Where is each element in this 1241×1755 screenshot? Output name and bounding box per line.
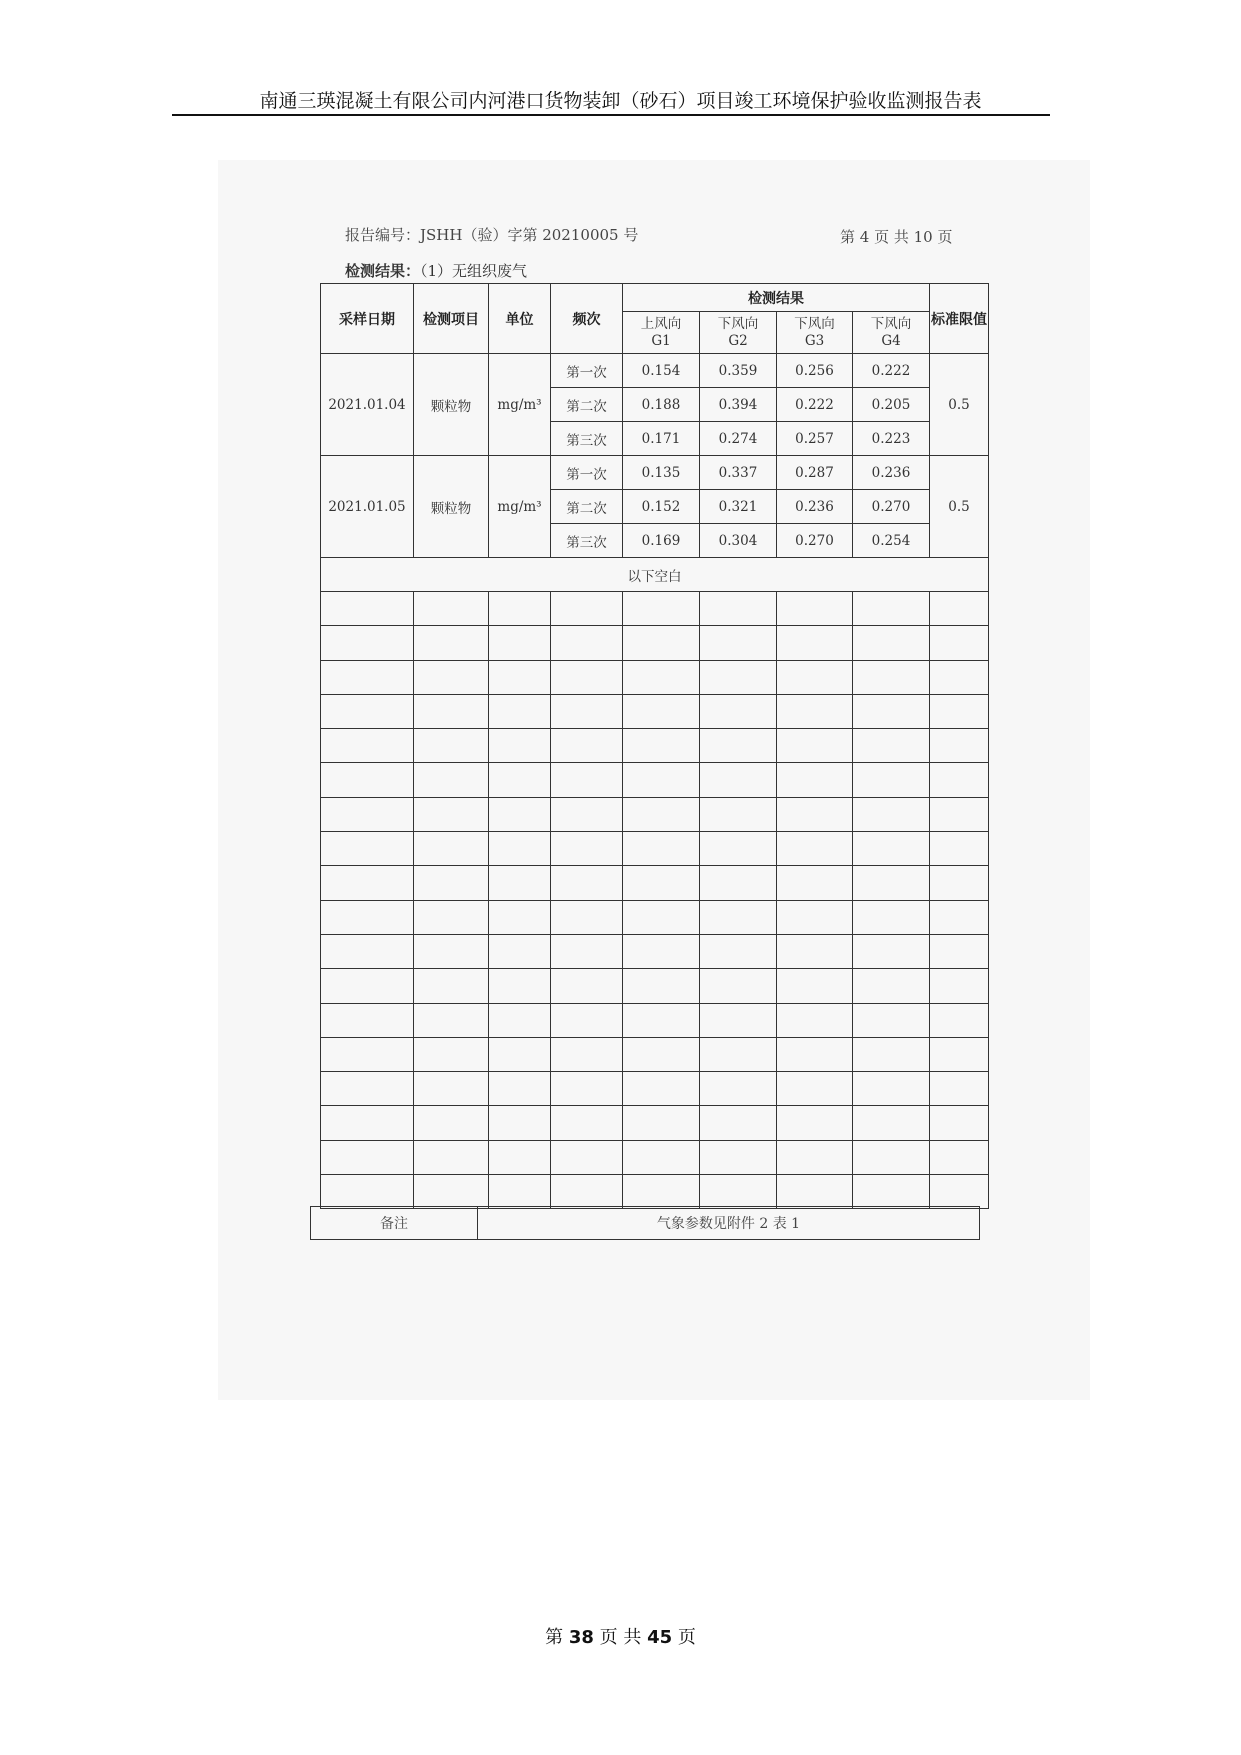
empty-cell [777,969,853,1003]
empty-row [321,1037,989,1071]
empty-cell [489,797,551,831]
remark-label: 备注 [311,1207,478,1240]
empty-cell [777,660,853,694]
empty-cell [623,626,700,660]
empty-cell [414,832,489,866]
value-g3: 0.236 [777,490,853,524]
empty-cell [930,832,989,866]
page-footer: 第 38 页 共 45 页 [545,1627,696,1648]
empty-row [321,763,989,797]
results-label: 检测结果： [345,262,421,280]
empty-cell [700,1037,777,1071]
header-test-item: 检测项目 [414,284,489,354]
empty-cell [777,1140,853,1174]
empty-cell [623,660,700,694]
remark-table [310,1206,980,1240]
empty-cell [700,969,777,1003]
empty-cell [623,866,700,900]
empty-cell [700,592,777,626]
empty-cell [321,592,414,626]
empty-cell [551,626,623,660]
empty-cell [551,969,623,1003]
header-g1: 上风向 G1 [623,312,700,354]
empty-cell [623,1140,700,1174]
empty-cell [551,1106,623,1140]
empty-cell [551,1037,623,1071]
empty-cell [489,866,551,900]
empty-cell [930,1175,989,1209]
group-unit: mg/m³ [489,354,551,456]
value-g4: 0.236 [853,456,930,490]
empty-cell [700,1003,777,1037]
empty-cell [623,832,700,866]
empty-cell [700,1175,777,1209]
empty-cell [414,797,489,831]
empty-row [321,1175,989,1209]
empty-cell [321,729,414,763]
empty-cell [623,694,700,728]
empty-cell [321,1037,414,1071]
empty-cell [414,969,489,1003]
row-frequency: 第二次 [551,388,623,422]
value-g2: 0.274 [700,422,777,456]
empty-cell [321,660,414,694]
empty-cell [853,1003,930,1037]
empty-row [321,1072,989,1106]
empty-cell [700,729,777,763]
empty-cell [930,1140,989,1174]
empty-cell [930,729,989,763]
header-g3: 下风向 G3 [777,312,853,354]
empty-cell [700,866,777,900]
empty-cell [777,866,853,900]
empty-cell [414,592,489,626]
empty-row [321,729,989,763]
empty-cell [414,900,489,934]
empty-cell [321,934,414,968]
empty-row [321,866,989,900]
empty-cell [321,1140,414,1174]
empty-row [321,626,989,660]
value-g3: 0.287 [777,456,853,490]
empty-cell [853,660,930,694]
empty-cell [489,934,551,968]
empty-cell [489,729,551,763]
empty-cell [930,969,989,1003]
empty-cell [489,1037,551,1071]
empty-row [321,969,989,1003]
empty-cell [551,729,623,763]
value-g1: 0.152 [623,490,700,524]
empty-cell [551,1175,623,1209]
empty-cell [777,694,853,728]
empty-cell [930,797,989,831]
empty-row [321,1003,989,1037]
empty-cell [551,797,623,831]
results-subtitle: （1）无组织废气 [420,262,528,280]
blank-note: 以下空白 [321,558,989,592]
empty-cell [321,832,414,866]
empty-cell [853,1106,930,1140]
header-standard-limit: 标准限值 [930,284,989,354]
remark-text: 气象参数见附件 2 表 1 [478,1207,980,1240]
empty-cell [853,1175,930,1209]
empty-cell [623,934,700,968]
empty-cell [930,866,989,900]
empty-cell [551,660,623,694]
empty-cell [489,969,551,1003]
empty-cell [414,1140,489,1174]
empty-cell [551,1003,623,1037]
empty-cell [700,900,777,934]
empty-cell [414,763,489,797]
empty-cell [853,592,930,626]
value-g3: 0.257 [777,422,853,456]
empty-cell [414,1106,489,1140]
empty-cell [321,694,414,728]
empty-cell [414,1175,489,1209]
group-limit: 0.5 [930,354,989,456]
scan-page-info: 第 4 页 共 10 页 [840,228,953,246]
empty-cell [623,1106,700,1140]
empty-cell [853,866,930,900]
empty-cell [414,694,489,728]
group-date: 2021.01.05 [321,456,414,558]
value-g2: 0.304 [700,524,777,558]
empty-cell [489,694,551,728]
footer-total-pages: 45 [647,1627,673,1648]
value-g4: 0.205 [853,388,930,422]
empty-cell [321,1175,414,1209]
empty-cell [853,1140,930,1174]
empty-row [321,934,989,968]
empty-cell [551,763,623,797]
empty-cell [489,1106,551,1140]
empty-row [321,832,989,866]
empty-cell [853,729,930,763]
empty-cell [414,660,489,694]
empty-cell [853,900,930,934]
empty-cell [551,694,623,728]
empty-cell [853,797,930,831]
group-limit: 0.5 [930,456,989,558]
empty-cell [489,1140,551,1174]
value-g2: 0.359 [700,354,777,388]
empty-cell [777,1037,853,1071]
value-g4: 0.222 [853,354,930,388]
empty-row [321,1106,989,1140]
empty-cell [551,900,623,934]
value-g4: 0.270 [853,490,930,524]
empty-cell [777,900,853,934]
empty-cell [489,763,551,797]
empty-cell [777,1106,853,1140]
empty-cell [414,934,489,968]
header-rule [172,114,1050,116]
row-frequency: 第二次 [551,490,623,524]
empty-cell [777,832,853,866]
empty-cell [930,900,989,934]
empty-cell [623,969,700,1003]
header-unit: 单位 [489,284,551,354]
empty-cell [930,626,989,660]
empty-cell [700,763,777,797]
empty-cell [489,1175,551,1209]
empty-cell [489,626,551,660]
value-g3: 0.256 [777,354,853,388]
empty-cell [777,1072,853,1106]
empty-cell [623,1175,700,1209]
header-g2: 下风向 G2 [700,312,777,354]
empty-cell [414,1003,489,1037]
value-g1: 0.171 [623,422,700,456]
row-frequency: 第一次 [551,354,623,388]
empty-cell [930,660,989,694]
empty-cell [777,729,853,763]
empty-cell [853,763,930,797]
results-heading [345,260,527,281]
empty-cell [930,1003,989,1037]
value-g1: 0.188 [623,388,700,422]
empty-cell [853,832,930,866]
empty-cell [321,1003,414,1037]
empty-cell [321,1072,414,1106]
empty-cell [700,1072,777,1106]
empty-cell [414,866,489,900]
empty-cell [777,763,853,797]
empty-cell [321,797,414,831]
document-header-title: 南通三瑛混凝土有限公司内河港口货物装卸（砂石）项目竣工环境保护验收监测报告表 [259,90,982,112]
empty-cell [489,900,551,934]
empty-cell [623,1037,700,1071]
empty-row [321,1140,989,1174]
empty-cell [700,832,777,866]
empty-cell [930,1106,989,1140]
header-sampling-date: 采样日期 [321,284,414,354]
empty-cell [489,1003,551,1037]
empty-cell [551,934,623,968]
empty-row [321,660,989,694]
empty-cell [623,900,700,934]
header-results: 检测结果 [623,284,930,312]
results-table [320,283,989,1209]
empty-cell [551,1072,623,1106]
empty-cell [777,592,853,626]
empty-cell [930,763,989,797]
value-g4: 0.254 [853,524,930,558]
empty-cell [321,1106,414,1140]
empty-cell [853,969,930,1003]
empty-cell [777,1003,853,1037]
group-item: 颗粒物 [414,456,489,558]
empty-cell [930,1072,989,1106]
empty-cell [623,797,700,831]
empty-row [321,797,989,831]
empty-cell [700,694,777,728]
header-g4: 下风向 G4 [853,312,930,354]
empty-cell [551,832,623,866]
empty-cell [853,1072,930,1106]
empty-cell [551,592,623,626]
empty-cell [853,694,930,728]
empty-cell [777,626,853,660]
empty-cell [551,866,623,900]
empty-cell [623,1072,700,1106]
empty-cell [930,694,989,728]
empty-cell [414,729,489,763]
empty-cell [414,1037,489,1071]
value-g3: 0.270 [777,524,853,558]
row-frequency: 第一次 [551,456,623,490]
value-g2: 0.337 [700,456,777,490]
empty-cell [853,1037,930,1071]
empty-cell [321,900,414,934]
value-g1: 0.154 [623,354,700,388]
value-g1: 0.169 [623,524,700,558]
row-frequency: 第三次 [551,422,623,456]
empty-cell [489,832,551,866]
value-g3: 0.222 [777,388,853,422]
empty-cell [623,729,700,763]
report-number: 报告编号：JSHH（验）字第 20210005 号 [345,226,639,244]
empty-cell [700,1106,777,1140]
empty-cell [321,969,414,1003]
empty-cell [623,592,700,626]
empty-cell [930,934,989,968]
empty-cell [489,592,551,626]
group-item: 颗粒物 [414,354,489,456]
empty-cell [700,660,777,694]
empty-cell [551,1140,623,1174]
empty-cell [321,626,414,660]
empty-cell [700,1140,777,1174]
group-unit: mg/m³ [489,456,551,558]
empty-cell [321,866,414,900]
empty-cell [414,1072,489,1106]
group-date: 2021.01.04 [321,354,414,456]
value-g2: 0.394 [700,388,777,422]
empty-cell [489,1072,551,1106]
empty-cell [853,934,930,968]
empty-cell [777,797,853,831]
empty-row [321,592,989,626]
empty-cell [930,592,989,626]
empty-cell [623,763,700,797]
row-frequency: 第三次 [551,524,623,558]
empty-cell [700,797,777,831]
empty-cell [853,626,930,660]
empty-cell [623,1003,700,1037]
footer-page-number: 38 [568,1627,594,1648]
empty-cell [414,626,489,660]
empty-row [321,694,989,728]
empty-cell [321,763,414,797]
value-g4: 0.223 [853,422,930,456]
header-frequency: 频次 [551,284,623,354]
empty-cell [777,934,853,968]
value-g2: 0.321 [700,490,777,524]
value-g1: 0.135 [623,456,700,490]
empty-cell [930,1037,989,1071]
empty-cell [700,934,777,968]
empty-row [321,900,989,934]
empty-cell [700,626,777,660]
empty-cell [777,1175,853,1209]
empty-cell [489,660,551,694]
